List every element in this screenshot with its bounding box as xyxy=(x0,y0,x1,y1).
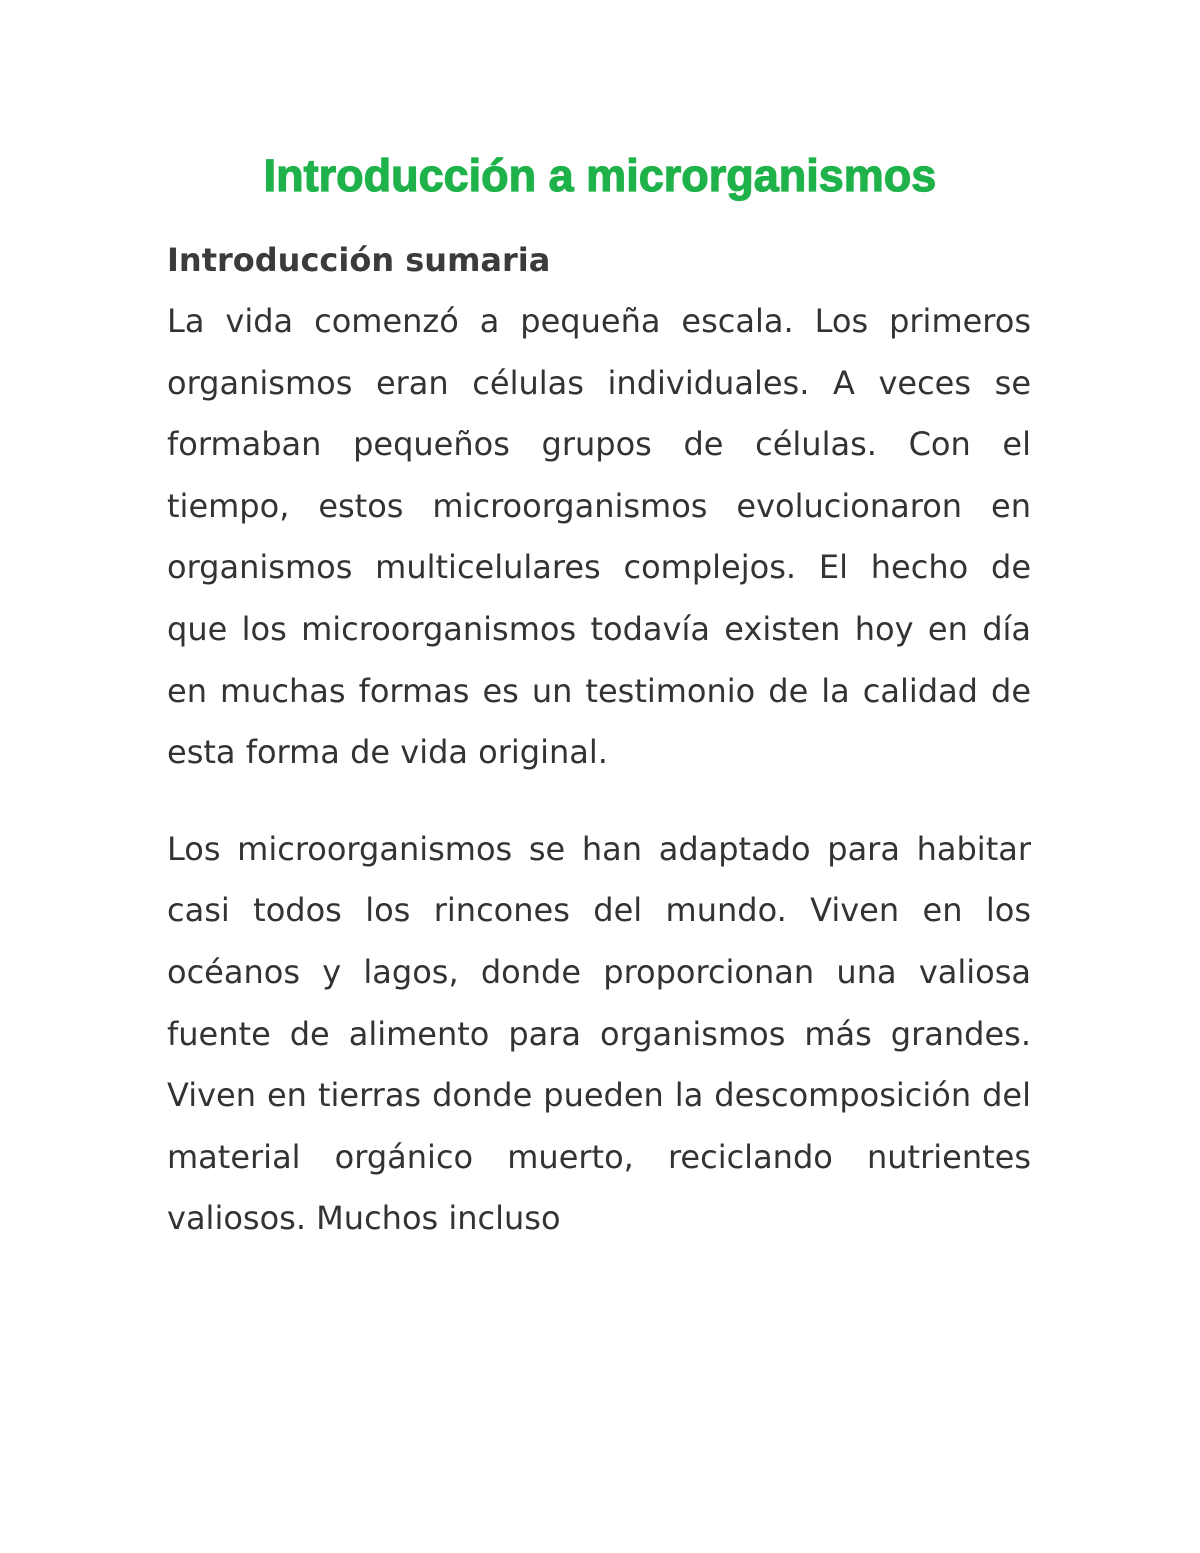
section-subtitle: Introducción sumaria xyxy=(167,241,551,279)
paragraph-1: La vida comenzó a pequeña escala. Los primeros organismos eran células individuales. A veces se formaban pequeños grupos de células. Con el tiempo, estos microorganismos evolucionaron en organismos multicelulares complejos. El hecho de que los microorganismos todavía existen hoy en día en muchas formas es un testimonio de la calidad de esta forma de vida original. xyxy=(167,302,1031,772)
document-body xyxy=(167,236,1031,1250)
document-title: Introducción a microrganismos xyxy=(263,150,937,201)
paragraph-2: Los microorganismos se han adaptado para habitar casi todos los rincones del mundo. Viven en los océanos y lagos, donde proporcionan una valiosa fuente de alimento para organismos más grandes. Viven en tierras donde pueden la descomposición del material orgánico muerto, reciclando nutrientes valiosos. Muchos incluso xyxy=(167,829,1031,1238)
